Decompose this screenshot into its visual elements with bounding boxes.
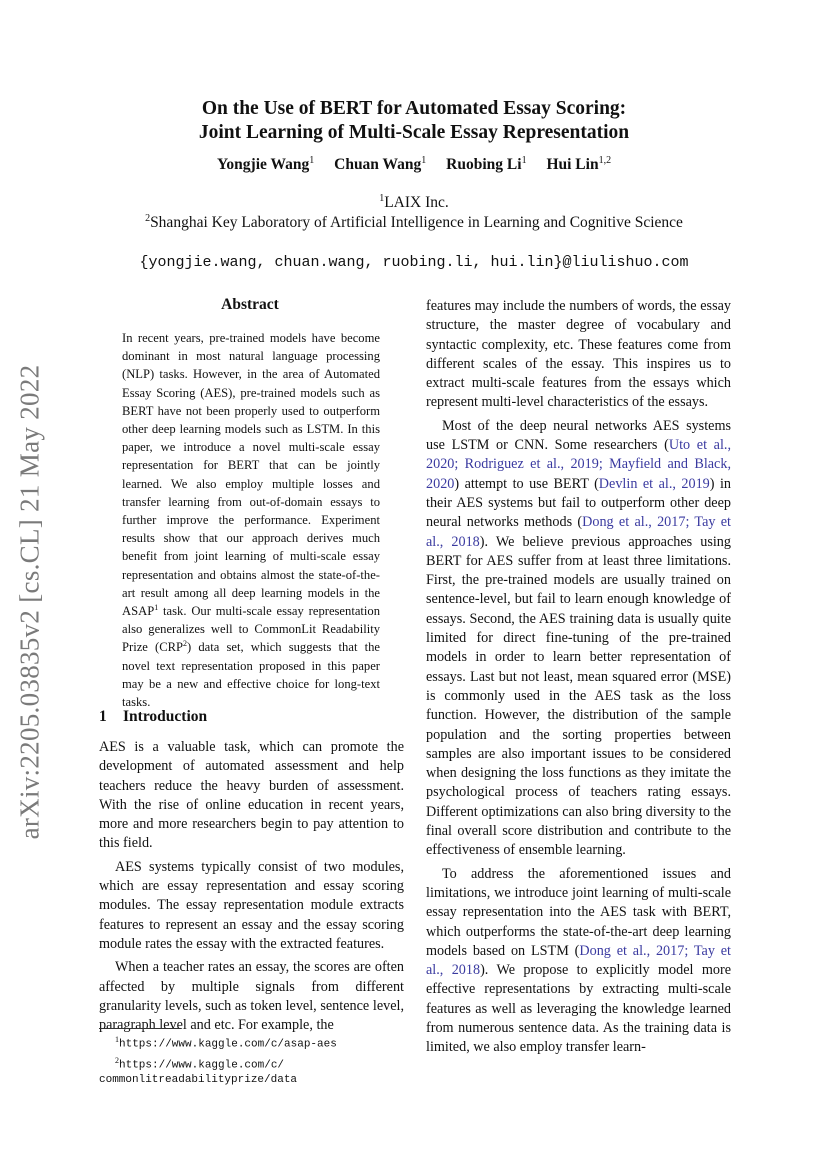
author: Hui Lin$^{1,2}$ (546, 155, 612, 174)
section-heading-introduction: 1 Introduction (99, 708, 208, 725)
paragraph: features may include the numbers of words, the essay structure, the master degree of vocabulary and syntactic complexity, etc. These features come from different scales of the essay. This inspires us to extract multi-scale features from the essays which represent multi-level characteristics of the essays. (426, 298, 731, 411)
paragraph: AES systems typically consist of two modules, which are essay representation and essay scoring modules. The essay representation module extracts features to represent an essay and the essay scoring module rates the essay with the extracted features. (99, 858, 404, 952)
footnote-ref[interactable]: 1 (154, 602, 159, 612)
paragraph: AES is a valuable task, which can promote the development of automated assessment and help teachers reduce the heavy burden of assessment. With the rise of online education in recent years, more and more researchers begin to pay attention to this field. (99, 739, 404, 852)
author: Chuan Wang$^1$ (334, 155, 427, 174)
affiliation: $^1$LAIX Inc. (379, 193, 449, 212)
paper-title-line-1: On the Use of BERT for Automated Essay Scoring: (201, 98, 627, 119)
author: Yongjie Wang$^1$ (216, 155, 315, 174)
abstract-heading: Abstract (221, 296, 279, 313)
citation-link[interactable]: Uto et al., 2020; Rodriguez et al., 2019; Mayfield and Black, 2020 (426, 437, 732, 492)
abstract-body: In recent years, pre-trained models have become dominant in most natural language processing (NLP) tasks. However, in the area of Automated Essay Scoring (AES), pre-trained models such as BERT have not been properly used to outperform other deep learning models such as LSTM. In this paper, we introduce a novel multi-scale essay representation for BERT that can be jointly learned. We also employ multiple losses and transfer learning from out-of-domain essays to further improve the performance. Experiment results show that our approach derives much benefit from joint learning of multi-scale essay representation and obtains almost the state-of-the-art result among all deep learning models in the ASAP$^1$ task. Our multi-scale essay representation also generalizes well to CommonLit Readability Prize (CRP$^2$) data set, which suggests that the novel text representation proposed in this paper may be a new and effective choice for long-text tasks. (122, 331, 380, 710)
citation-link[interactable]: Dong et al., 2017; Tay et al., 2018 (426, 514, 732, 550)
footnote-link[interactable]: https://www.kaggle.com/c/asap-aes (119, 1038, 337, 1051)
introduction-left-column (99, 738, 404, 1035)
paragraph: To address the aforementioned issues and limitations, we introduce joint learning of multi-scale essay representation into the AES task with BERT, which outperforms the state-of-the-art deep learning models based on LSTM (Dong et al., 2017; Tay et al., 2018). We propose to explicitly model more effective representations by extracting multi-scale features as well as leveraging the knowledge learned from numerous sentence data. As the training data is limited, we also employ transfer learn- (426, 865, 731, 1056)
footnote: $^1$https://www.kaggle.com/c/asap-aes (115, 1035, 337, 1051)
paper-title-line-2: Joint Learning of Multi-Scale Essay Representation (198, 122, 630, 143)
footnote-link-continued[interactable]: commonlitreadabilityprize/data (99, 1074, 298, 1087)
author: Ruobing Li$^1$ (446, 155, 527, 174)
citation-link[interactable]: Devlin et al., 2019 (598, 475, 710, 492)
citation-link[interactable]: Dong et al., 2017; Tay et al., 2018 (426, 942, 731, 979)
introduction-right-column (426, 297, 731, 1058)
paragraph: Most of the deep neural networks AES systems use LSTM or CNN. Some researchers (Uto et al., 2020; Rodriguez et al., 2019; Mayfield and Black, 2020) attempt to use BERT (Devlin et al., 2019) in their AES systems but fail to outperform other deep neural networks methods (Dong et al., 2017; Tay et al., 2018). We believe previous approaches using BERT for AES suffer from at least three limitations. First, the pre-trained models are usually trained on sentence-level, but fail to learn enough knowledge of essays. Second, the AES training data is usually quite limited for direct fine-tuning of the pre-trained models in order to learn better representation of essays. Last but not least, mean squared error (MSE) is commonly used in the AES task as the loss function. However, the distribution of the sample population and the sorting properties between samples are also important issues to be considered when designing the loss functions as they imitate the psychological process of teachers rating essays. Different optimizations can also bring diversity to the final overall score distribution and contribute to the effectiveness of ensemble learning. (426, 417, 732, 859)
author-list (0, 155, 828, 174)
paragraph: When a teacher rates an essay, the scores are often affected by multiple signals from different granularity levels, such as token level, sentence level, paragraph level and etc. For example, the (99, 959, 404, 1034)
affiliation: $^2$Shanghai Key Laboratory of Artificial Intelligence in Learning and Cognitive Science (145, 213, 683, 232)
footnote-divider (99, 1028, 181, 1029)
arxiv-side-label (10, 358, 50, 846)
footnote: $^2$https://www.kaggle.com/c/ (115, 1055, 285, 1072)
author-emails: {yongjie.wang, chuan.wang, ruobing.li, hui.lin}@liulishuo.com (139, 254, 689, 271)
footnote-link[interactable]: https://www.kaggle.com/c/ (119, 1059, 285, 1072)
footnote-ref[interactable]: 2 (183, 639, 188, 649)
footnotes (99, 1032, 419, 1088)
arxiv-identifier: arXiv:2205.03835v2 [cs.CL] 21 May 2022 (14, 364, 45, 840)
